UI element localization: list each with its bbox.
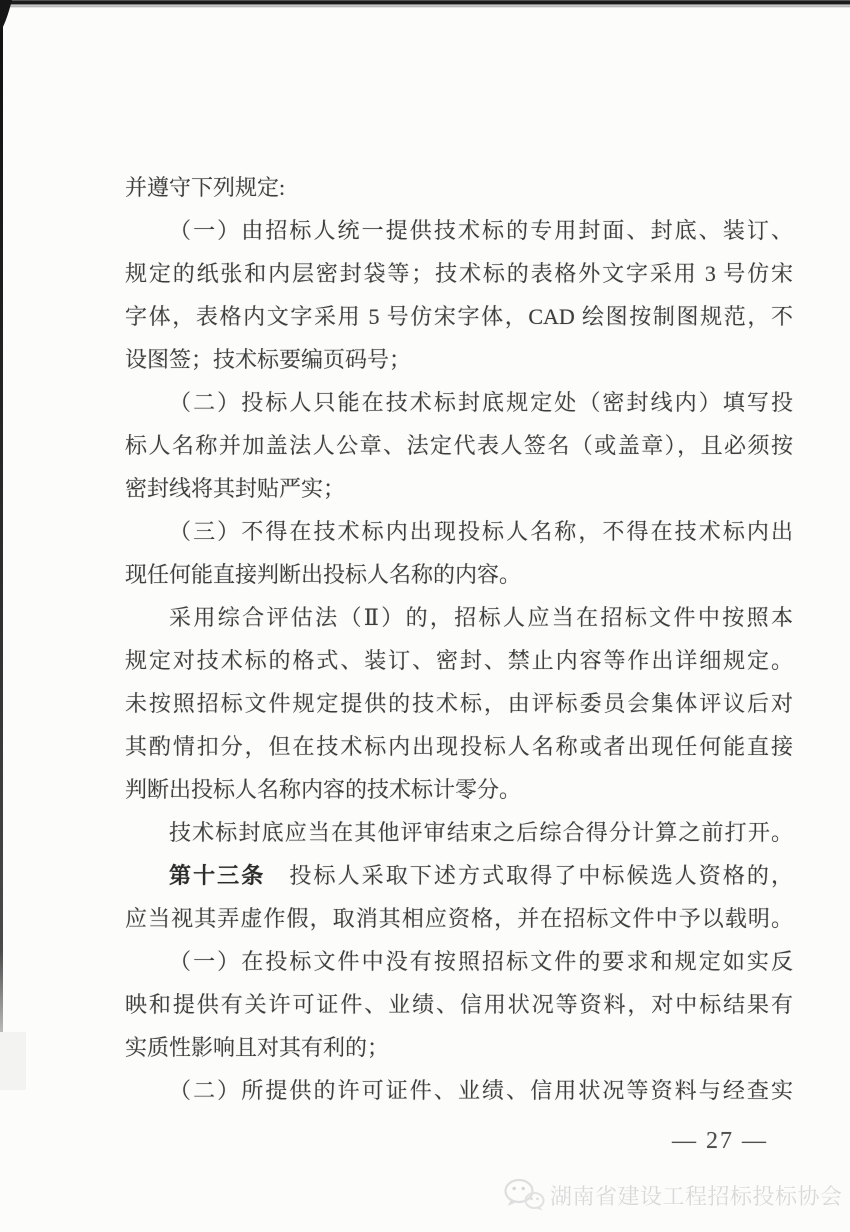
page-number: — 27 — [672, 1128, 768, 1154]
text-line: 第十三条 投标人采取下述方式取得了中标候选人资格的， [169, 863, 793, 888]
text-line: （三）不得在技术标内出现投标人名称，不得在技术标内出 [169, 519, 793, 544]
footer-org-name: 湖南省建设工程招标投标协会 [550, 1183, 843, 1209]
text-line: （一）在投标文件中没有按照招标文件的要求和规定如实反 [169, 949, 793, 974]
text-line: 标人名称并加盖法人公章、法定代表人签名（或盖章），且必须按 [125, 433, 793, 458]
text-line: 技术标封底应当在其他评审结束之后综合得分计算之前打开。 [169, 820, 793, 845]
text-line: 现任何能直接判断出投标人名称的内容。 [125, 562, 522, 587]
text-line: 规定的纸张和内层密封袋等；技术标的表格外文字采用 3 号仿宋 [125, 261, 793, 286]
document-body [125, 166, 793, 1112]
text-line: 应当视其弄虚作假，取消其相应资格，并在招标文件中予以载明。 [125, 906, 793, 931]
text-line: 实质性影响且对其有利的； [125, 1035, 390, 1060]
article-number-bold: 第十三条 [169, 863, 266, 888]
text-line: 设图签；技术标要编页码号； [125, 347, 412, 372]
footer-watermark [503, 1178, 843, 1212]
text-line: （一）由招标人统一提供技术标的专用封面、封底、装订、 [169, 218, 793, 243]
text-line: 并遵守下列规定: [125, 175, 286, 200]
text-line: 字体，表格内文字采用 5 号仿宋字体，CAD 绘图按制图规范，不 [125, 304, 793, 329]
scan-edge-left [0, 0, 3, 1080]
text-line: 其酌情扣分，但在技术标内出现投标人名称或者出现任何能直接 [125, 734, 793, 759]
text-line: （二）所提供的许可证件、业绩、信用状况等资料与经查实 [169, 1078, 793, 1103]
scan-edge-top [0, 0, 850, 8]
text-line: 判断出投标人名称内容的技术标计零分。 [125, 777, 522, 802]
scan-smudge [0, 1032, 26, 1090]
text-line: 密封线将其封贴严实； [125, 476, 346, 501]
wechat-icon [503, 1178, 545, 1212]
text-line: 规定对技术标的格式、装订、密封、禁止内容等作出详细规定。 [125, 648, 793, 673]
text-line: 采用综合评估法（Ⅱ）的，招标人应当在招标文件中按照本 [169, 605, 793, 630]
text-line: 未按照招标文件规定提供的技术标，由评标委员会集体评议后对 [125, 691, 793, 716]
text-line: （二）投标人只能在技术标封底规定处（密封线内）填写投 [169, 390, 793, 415]
text-line: 映和提供有关许可证件、业绩、信用状况等资料，对中标结果有 [125, 992, 793, 1017]
